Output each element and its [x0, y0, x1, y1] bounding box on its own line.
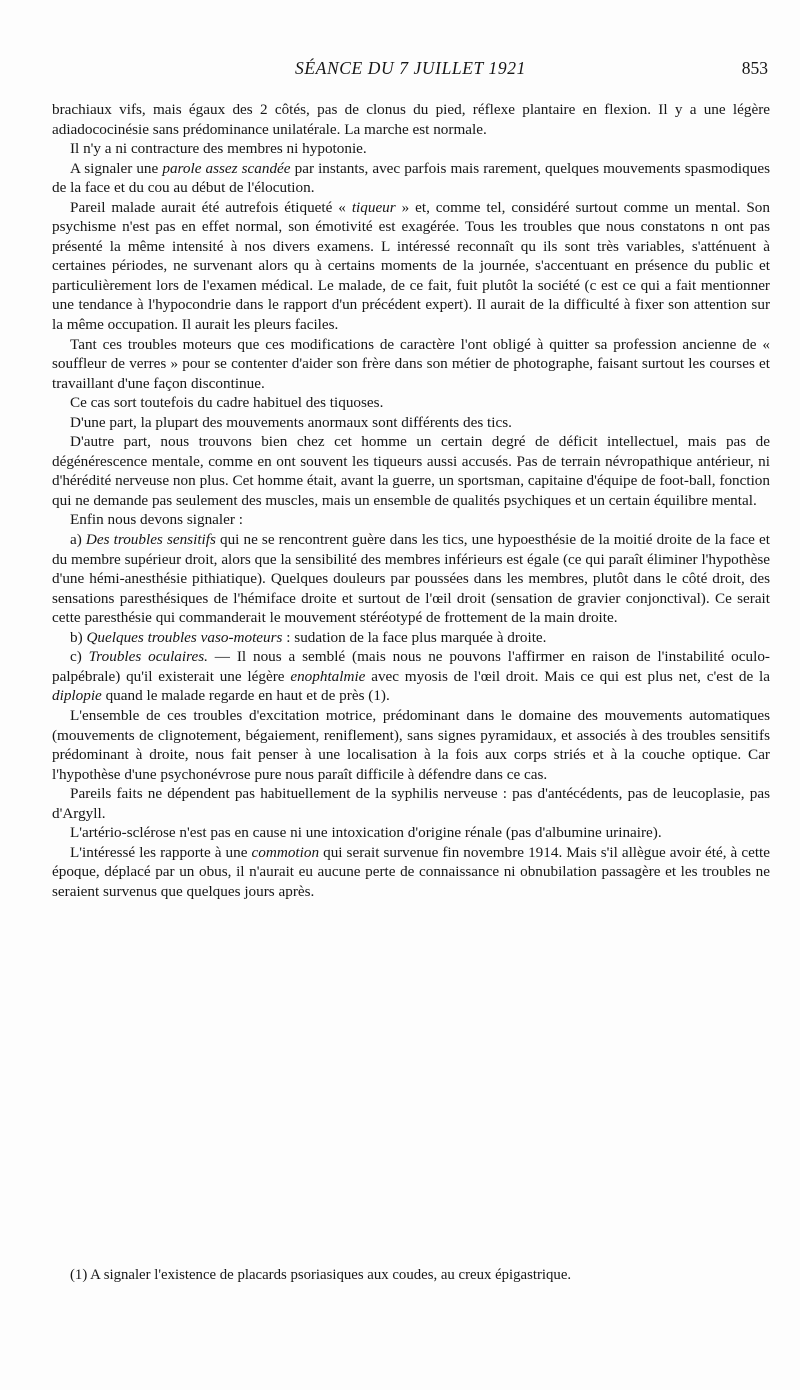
emphasis: Troubles oculaires.	[88, 648, 208, 666]
paragraph: Ce cas sort toutefois du cadre habituel des tiquoses.	[70, 394, 384, 412]
paragraph: D'autre part, nous trouvons bien chez cet homme un certain degré de déficit intellectuel, mais pas de dégénérescence mentale, comme en ont souvent les tiqueurs aussi accusés. Pas de terrain névropathique antérieur, ni d'hérédité nerveuse non plus. Cet homme était, avant la guerre, un sportsman, capitaine d'équipe de foot-ball, fonction qui ne demande pas seulement des muscles, mais un ensemble de qualités psychiques et un certain équilibre mental.	[52, 433, 770, 509]
paragraph: c) Troubles oculaires. — Il nous a semblé (mais nous ne pouvons l'affirmer en raison de l'instabilité oculo-palpébrale) qu'il existerait une légère enophtalmie avec myosis de l'œil droit. Mais ce qui est plus net, c'est de la diplopie quand le malade regarde en haut et de près (1).	[52, 648, 770, 705]
emphasis: diplopie	[52, 687, 102, 705]
paragraph: Pareil malade aurait été autrefois étiqueté « tiqueur » et, comme tel, considéré surtout comme un mental. Son psychisme n'est pas en effet normal, son émotivité est exagérée. Tous les troubles que nous constatons n ont pas présenté la même intensité à nos divers examens. L intéressé reconnaît qu ils sont très variables, s'atténuent à certaines périodes, ne survenant alors qu à certains moments de la journée, s'accentuant en présence du public et particulièrement lors de l'examen médical. Le malade, de ce fait, fuit plutôt la société (c est ce qui a fait mentionner une tendance à l'hypocondrie dans le rapport d'un précédent expert). Il aurait de la difficulté à fixer son attention sur la même occupation. Il aurait les pleurs faciles.	[52, 198, 770, 334]
emphasis: parole assez scandée	[162, 159, 291, 177]
paragraph: Enfin nous devons signaler :	[70, 511, 243, 529]
emphasis: tiqueur	[351, 198, 396, 216]
page-number: 853	[741, 58, 768, 78]
paragraph: A signaler une parole assez scandée par instants, avec parfois mais rarement, quelques mouvements spasmodiques de la face et du cou au début de l'élocution.	[52, 159, 770, 197]
paragraph: D'une part, la plupart des mouvements anormaux sont différents des tics.	[70, 413, 512, 431]
footnote-text: A signaler l'existence de placards psoriasiques aux coudes, au creux épigastrique.	[87, 1267, 572, 1283]
paragraph: Pareils faits ne dépendent pas habituellement de la syphilis nerveuse : pas d'antécédents, pas de leucoplasie, pas d'Argyll.	[52, 785, 770, 822]
emphasis: Quelques troubles vaso-moteurs	[86, 628, 283, 646]
paragraph: L'ensemble de ces troubles d'excitation motrice, prédominant dans le domaine des mouvements automatiques (mouvements de clignotement, bégaiement, reniflement), sans signes pyramidaux, et associés à des troubles sensitifs prédominant à droite, nous fait penser à une localisation à la fois aux corps striés et à la couche optique. Car l'hypothèse d'une psychonévrose pure nous paraît difficile à défendre dans ce cas.	[52, 706, 770, 783]
emphasis: Des troubles sensitifs	[85, 531, 216, 549]
page-header	[53, 58, 768, 84]
paragraph: b) Quelques troubles vaso-moteurs : sudation de la face plus marquée à droite.	[70, 628, 547, 646]
emphasis: commotion	[251, 843, 320, 861]
paragraph: L'artério-sclérose n'est pas en cause ni une intoxication d'origine rénale (pas d'albumine urinaire).	[70, 824, 662, 842]
paragraph: L'intéressé les rapporte à une commotion qui serait survenue fin novembre 1914. Mais s'il allègue avoir été, à cette époque, déplacé par un obus, il n'aurait eu aucune perte de connaissance ni obnubilation passagère et les troubles ne seraient survenus que quelques jours après.	[52, 843, 770, 900]
body-text	[52, 100, 770, 901]
paragraph: a) Des troubles sensitifs qui ne se rencontrent guère dans les tics, une hypoesthésie de la moitié droite de la face et du membre supérieur droit, alors que la sensibilité des membres inférieurs est égale (ce qui paraît éliminer l'hypothèse d'une hémi-anesthésie pithiatique). Quelques douleurs par poussées dans les membres, plutôt dans le côté droit, des sensations paresthésiques de l'hémiface droite et surtout de l'œil droit (sensation de gravier conjonctival). Ce serait cette paresthésie qui commanderait le mouvement stéréotypé de frottement de la main droite.	[52, 531, 770, 627]
paragraph: Il n'y a ni contracture des membres ni hypotonie.	[70, 140, 367, 158]
paragraph: Tant ces troubles moteurs que ces modifications de caractère l'ont obligé à quitter sa profession ancienne de « souffleur de verres » pour se contenter d'aider son frère dans son métier de photographe, faisant surtout les courses et travaillant d'une façon discontinue.	[52, 335, 770, 392]
running-title: SÉANCE DU 7 JUILLET 1921	[295, 58, 526, 78]
footnote-mark: (1)	[70, 1267, 88, 1283]
paragraph: brachiaux vifs, mais égaux des 2 côtés, pas de clonus du pied, réflexe plantaire en flexion. Il y a une légère adiadococinésie sans prédominance unilatérale. La marche est normale.	[52, 101, 770, 138]
footnote	[52, 1266, 770, 1285]
emphasis: enophtalmie	[290, 667, 366, 685]
